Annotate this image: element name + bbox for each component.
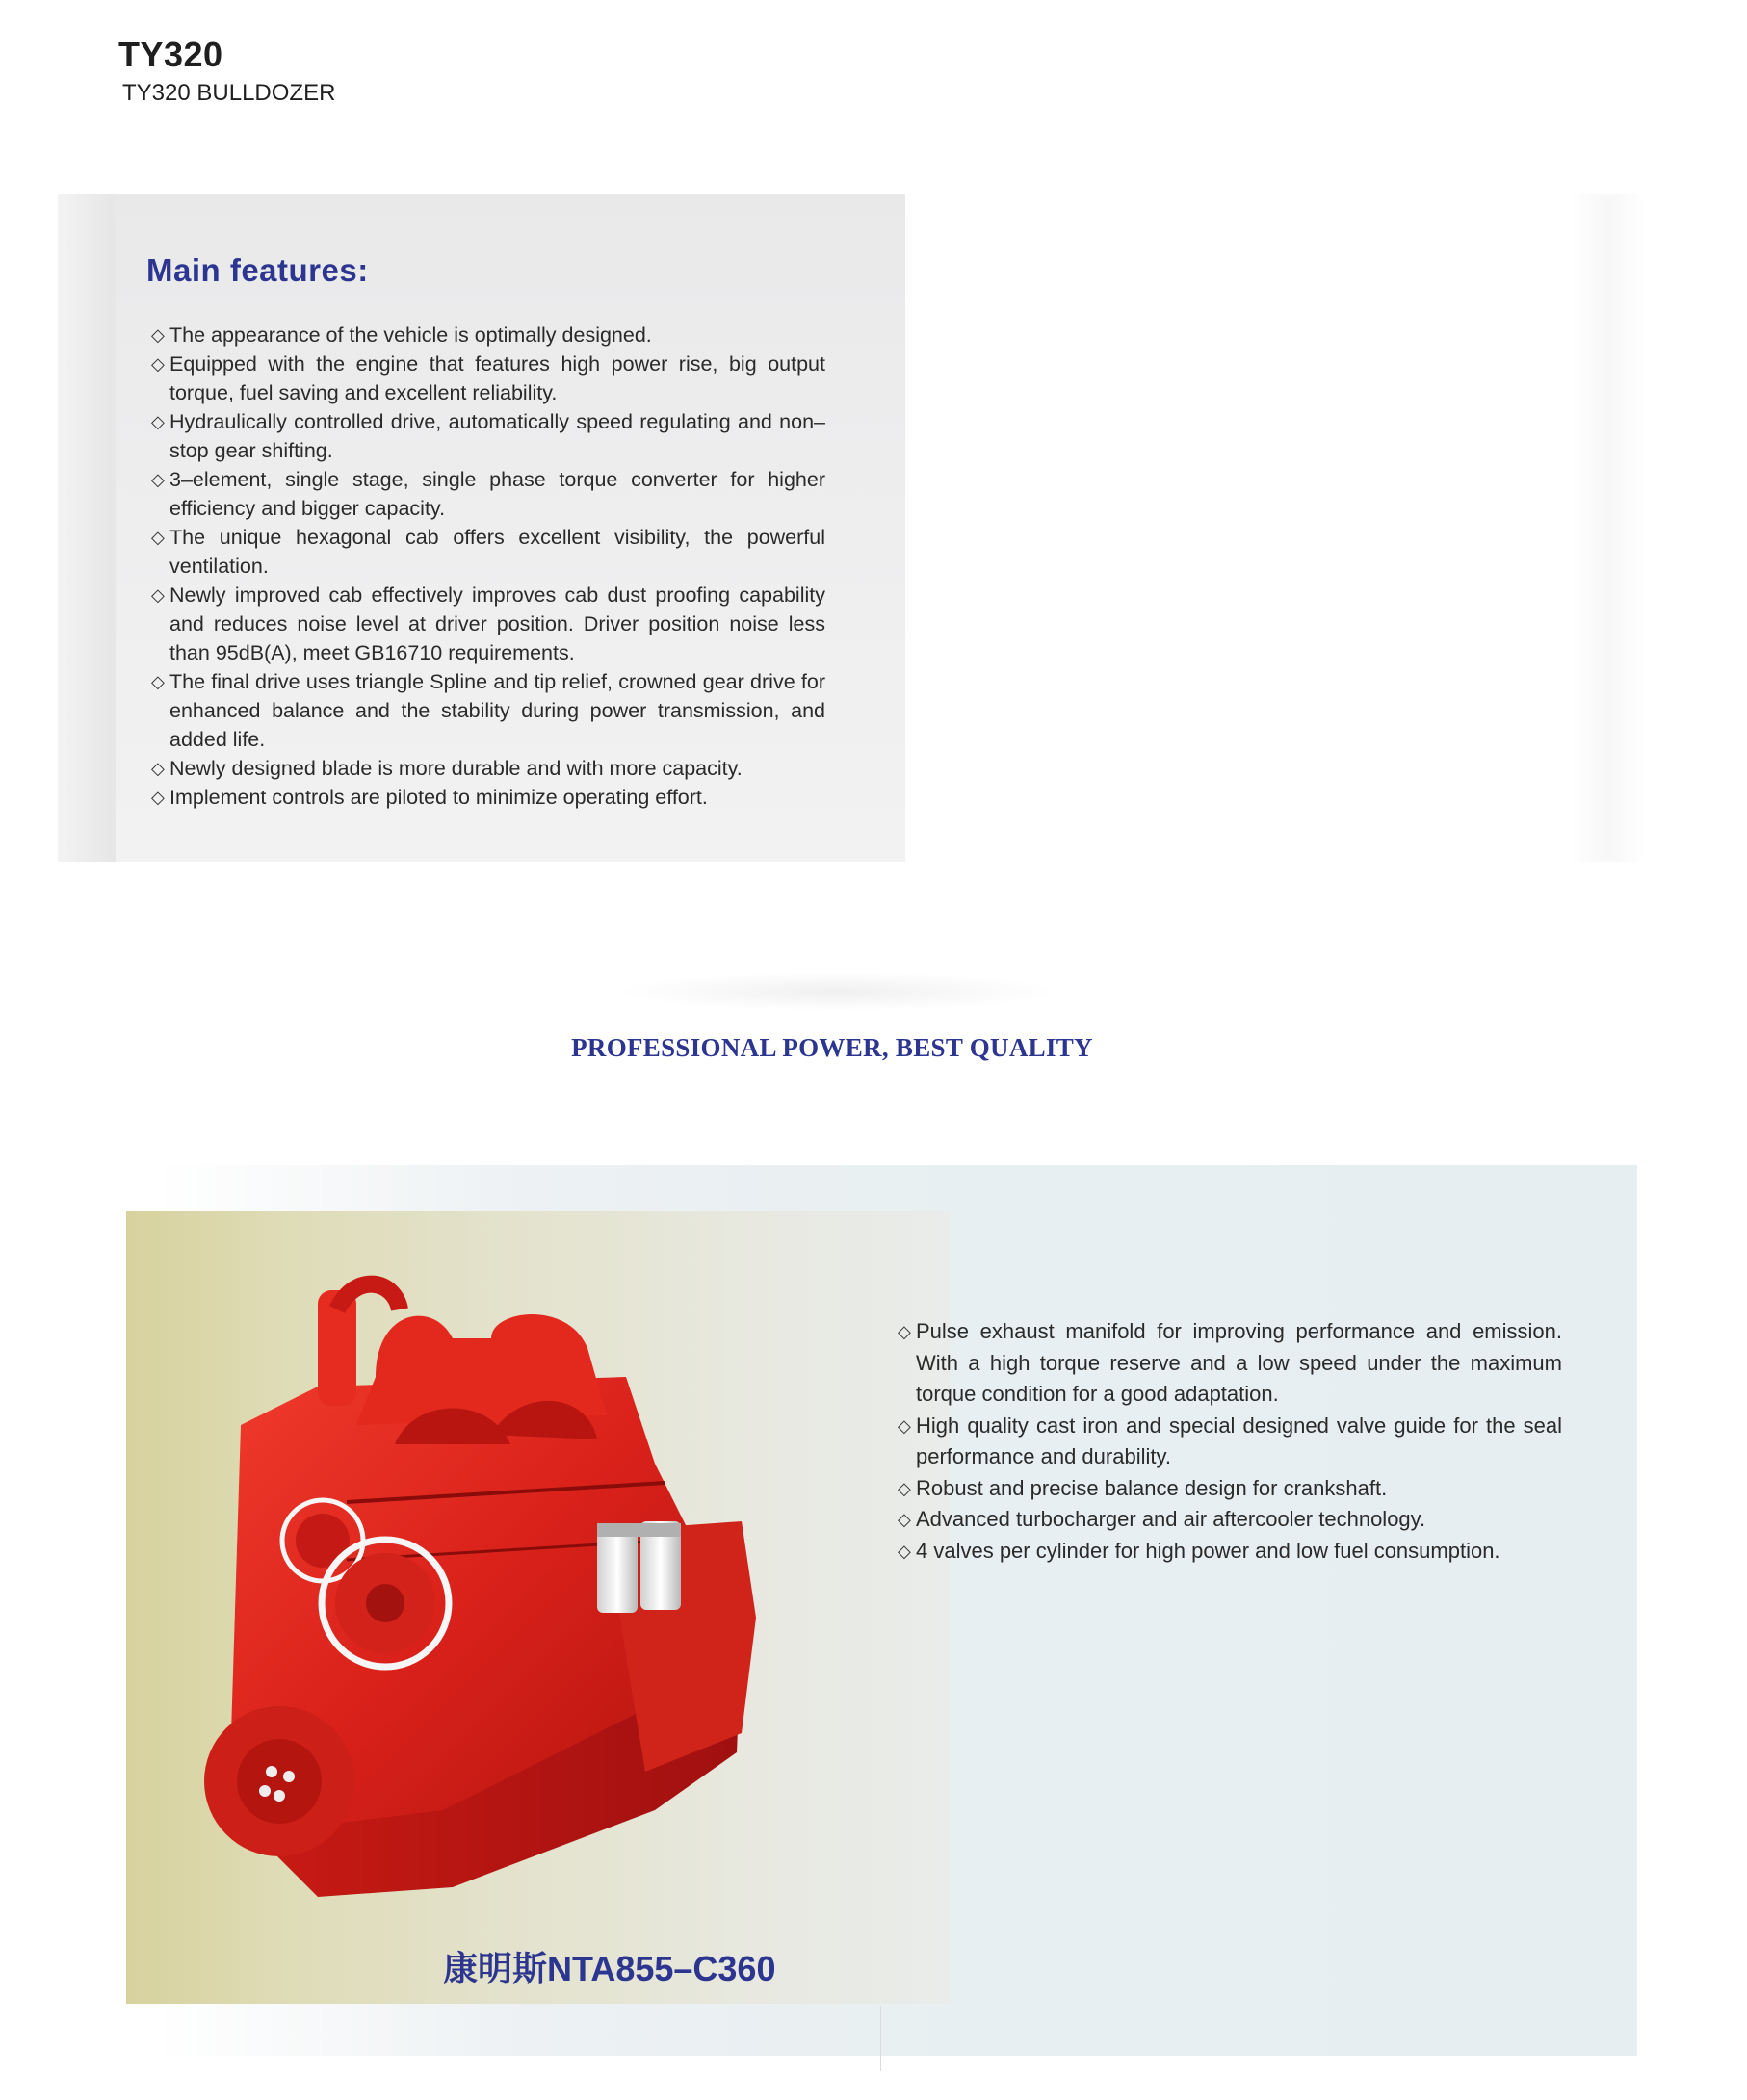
engine-feature-text: 4 valves per cylinder for high power and low fuel consumption.	[916, 1538, 1500, 1563]
list-item	[898, 1316, 1562, 1411]
diamond-bullet-icon: ◇	[151, 412, 165, 431]
engine-feature-text: Pulse exhaust manifold for improving performance and emission. With a high torque reserve and a low speed under the maximum torque condition for a good adaptation.	[916, 1319, 1562, 1406]
diamond-bullet-icon: ◇	[898, 1541, 911, 1561]
list-item	[898, 1473, 1562, 1505]
engine-illustration	[202, 1271, 828, 1926]
list-item	[151, 754, 825, 783]
diamond-bullet-icon: ◇	[151, 585, 165, 605]
diamond-bullet-icon: ◇	[151, 788, 165, 807]
decorative-fade	[1570, 194, 1647, 862]
list-item	[898, 1536, 1562, 1568]
list-item	[151, 667, 825, 754]
decorative-shadow	[616, 972, 1059, 1011]
diamond-bullet-icon: ◇	[151, 672, 165, 691]
feature-text: 3–element, single stage, single phase torque converter for higher efficiency and bigger capacity.	[169, 468, 825, 520]
list-item	[151, 783, 825, 812]
list-item	[898, 1504, 1562, 1536]
engine-features-list	[898, 1316, 1562, 1567]
model-subtitle: TY320 BULLDOZER	[122, 80, 336, 106]
diamond-bullet-icon: ◇	[151, 325, 165, 345]
features-heading: Main features:	[146, 252, 369, 288]
feature-text: Implement controls are piloted to minimize operating effort.	[169, 786, 708, 809]
diamond-bullet-icon: ◇	[898, 1415, 911, 1436]
list-item	[151, 321, 825, 350]
list-item	[898, 1411, 1562, 1473]
feature-text: Newly improved cab effectively improves cab dust proofing capability and reduces noise level at driver position. Driver position noise less than 95dB(A), meet GB16710 requirements.	[169, 583, 825, 664]
list-item	[151, 465, 825, 523]
feature-text: The unique hexagonal cab offers excellent visibility, the powerful ventilation.	[169, 526, 825, 578]
list-item	[151, 523, 825, 581]
list-item	[151, 581, 825, 667]
slogan: PROFESSIONAL POWER, BEST QUALITY	[571, 1033, 1093, 1062]
feature-text: Newly designed blade is more durable and with more capacity.	[169, 757, 743, 780]
diamond-bullet-icon: ◇	[151, 759, 165, 778]
engine-feature-text: Robust and precise balance design for crankshaft.	[916, 1475, 1388, 1500]
diamond-bullet-icon: ◇	[151, 470, 165, 489]
engine-caption: 康明斯NTA855–C360	[443, 1949, 776, 1988]
model-title: TY320	[118, 35, 223, 74]
diamond-bullet-icon: ◇	[151, 354, 165, 374]
feature-text: The appearance of the vehicle is optimally designed.	[169, 324, 652, 347]
diamond-bullet-icon: ◇	[898, 1322, 911, 1341]
engine-feature-text: Advanced turbocharger and air aftercooler technology.	[916, 1507, 1426, 1531]
engine-feature-text: High quality cast iron and special designed valve guide for the seal performance and durability.	[916, 1413, 1562, 1468]
diamond-bullet-icon: ◇	[898, 1478, 911, 1498]
divider	[880, 2006, 881, 2071]
feature-text: Equipped with the engine that features high power rise, big output torque, fuel saving and excellent reliability.	[169, 352, 825, 404]
feature-text: The final drive uses triangle Spline and tip relief, crowned gear drive for enhanced balance and the stability during power transmission, and added life.	[169, 670, 825, 751]
diamond-bullet-icon: ◇	[151, 528, 165, 547]
diamond-bullet-icon: ◇	[898, 1510, 911, 1529]
feature-text: Hydraulically controlled drive, automatically speed regulating and non–stop gear shifting.	[169, 410, 825, 462]
list-item	[151, 407, 825, 465]
features-list	[151, 321, 825, 812]
list-item	[151, 350, 825, 407]
